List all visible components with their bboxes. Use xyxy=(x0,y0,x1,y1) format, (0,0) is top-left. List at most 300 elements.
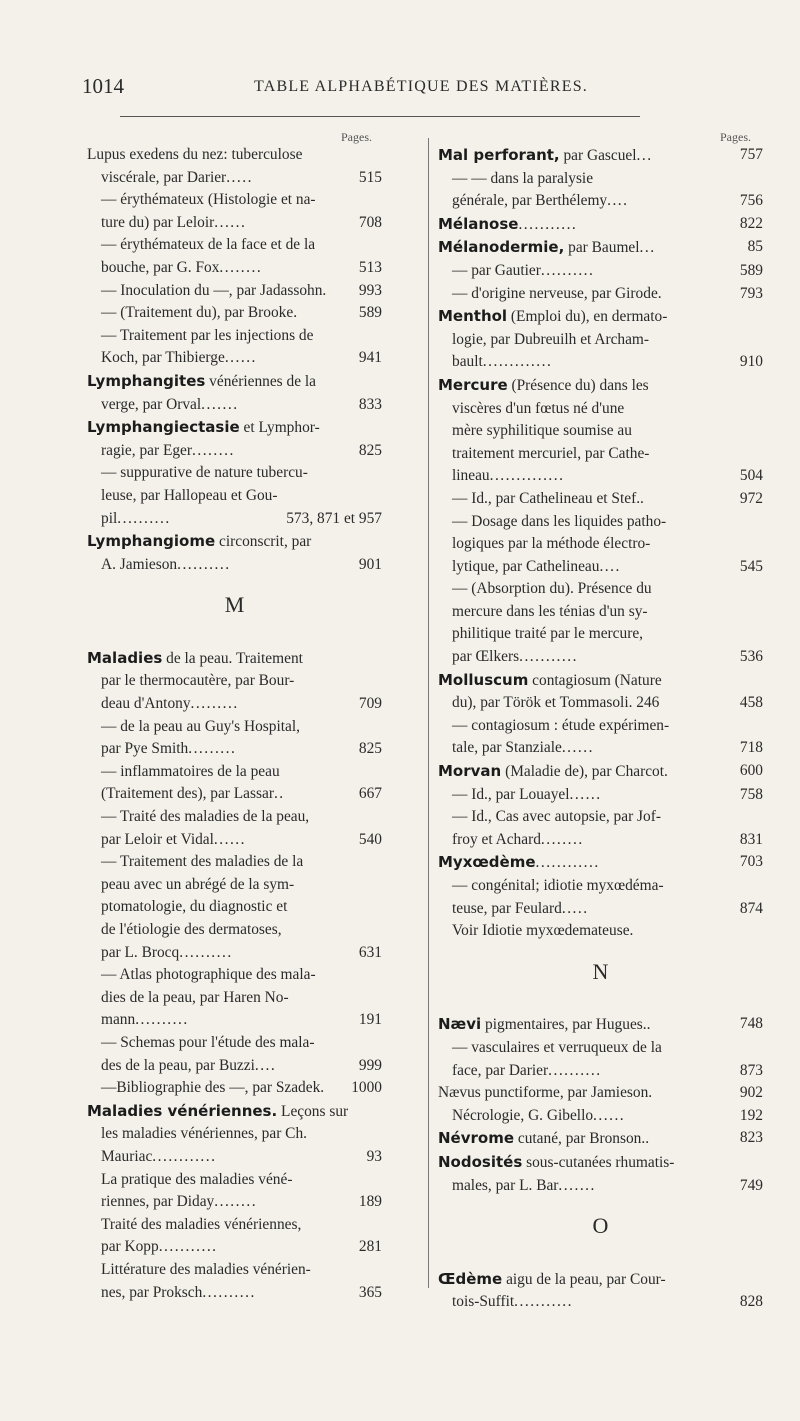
dot-leader: ...... xyxy=(569,785,602,803)
page-reference: 757 xyxy=(739,146,763,163)
entry-text: viscères d'un fœtus né d'une xyxy=(452,399,625,417)
index-entry xyxy=(438,760,763,851)
entry-line xyxy=(438,851,763,875)
entry-heading: Mélanose xyxy=(438,214,519,233)
entry-line xyxy=(438,144,763,168)
entry-line xyxy=(87,370,382,394)
entry-text: — Id., par Louayel xyxy=(452,785,570,803)
entry-line xyxy=(438,1060,763,1083)
page-reference: 536 xyxy=(739,648,763,666)
header-rule xyxy=(120,116,640,117)
entry-text: leuse, par Hallopeau et Gou- xyxy=(101,486,278,504)
entry-heading: Névrome xyxy=(438,1129,515,1148)
page-reference: 999 xyxy=(358,1056,382,1074)
page-reference: 758 xyxy=(739,785,763,803)
entry-text: traitement mercuriel, par Cathe- xyxy=(452,444,650,462)
index-entry xyxy=(438,305,763,374)
entry-text: A. Jamieson xyxy=(101,555,178,573)
entry-heading: Nævi xyxy=(438,1015,482,1034)
entry-heading: Myxœdème xyxy=(438,853,536,872)
entry-line xyxy=(438,760,763,784)
dot-leader: ...... xyxy=(224,349,257,367)
entry-text: générale, par Berthélemy xyxy=(452,192,608,210)
entry-line xyxy=(87,1282,382,1305)
entry-text: nes, par Proksch xyxy=(101,1283,203,1301)
dot-leader: .......... xyxy=(540,261,595,279)
entry-text: aigu de la peau, par Cour- xyxy=(502,1270,666,1288)
entry-line xyxy=(438,1291,763,1314)
dot-leader: ...... xyxy=(213,830,246,848)
section-letter: O xyxy=(592,1213,609,1239)
entry-line xyxy=(438,829,763,852)
entry-line xyxy=(87,1214,382,1237)
entry-line xyxy=(438,1268,763,1292)
entry-text: et Lymphor- xyxy=(239,419,320,437)
entry-heading: Morvan xyxy=(438,762,502,781)
entry-text: (Emploi du), en dermato- xyxy=(507,308,668,326)
entry-text: par Leloir et Vidal xyxy=(101,830,214,848)
entry-line xyxy=(87,851,382,874)
page-reference: 941 xyxy=(358,349,382,367)
page-reference: 589 xyxy=(739,261,763,279)
entry-text: — Id., Cas avec autopsie, par Jof- xyxy=(452,808,661,826)
entry-text: tois-Suffit xyxy=(452,1293,515,1311)
entry-text: ture du) par Leloir xyxy=(101,213,215,231)
entry-line xyxy=(87,508,382,531)
dot-leader: ...... xyxy=(593,1106,626,1124)
entry-line xyxy=(87,530,382,554)
dot-leader: ........ xyxy=(540,830,584,848)
entry-text: Voir Idiotie myxœdemateuse. xyxy=(452,922,634,940)
index-entry xyxy=(87,370,382,416)
entry-line xyxy=(87,1169,382,1192)
page-reference: 192 xyxy=(739,1106,763,1124)
entry-line xyxy=(87,829,382,852)
entry-heading: Nodosités xyxy=(438,1152,523,1171)
dot-leader: .... xyxy=(599,557,621,575)
page-reference: 189 xyxy=(358,1193,382,1211)
entry-line xyxy=(438,920,763,943)
entry-text: mère syphilitique soumise au xyxy=(452,422,632,440)
entry-line xyxy=(87,693,382,716)
entry-text: males, par L. Bar xyxy=(452,1176,559,1194)
dot-leader: ........... xyxy=(518,215,578,233)
dot-leader: .......... xyxy=(179,943,233,961)
entry-text: contagiosum (Nature xyxy=(528,671,662,689)
page-reference: 513 xyxy=(358,258,382,276)
entry-line xyxy=(438,623,763,646)
entry-line xyxy=(87,1191,382,1214)
entry-text: philitique traité par le mercure, xyxy=(452,625,644,643)
entry-text: dies de la peau, par Haren No- xyxy=(101,988,289,1006)
entry-line xyxy=(87,394,382,417)
entry-text: pigmentaires, par Hugues.. xyxy=(481,1016,651,1034)
entry-text: — — dans la paralysie xyxy=(452,169,594,187)
entry-line xyxy=(438,1127,763,1151)
page-reference: 756 xyxy=(739,192,763,210)
index-entry xyxy=(438,851,763,942)
entry-line xyxy=(87,783,382,806)
entry-line xyxy=(87,1055,382,1078)
page-reference: 749 xyxy=(739,1176,763,1194)
entry-text: Nævus punctiforme, par Jamieson. xyxy=(438,1084,653,1102)
entry-text: Mauriac xyxy=(101,1147,153,1165)
entry-line xyxy=(438,236,763,260)
entry-text: (Traitement des), par Lassar xyxy=(101,785,274,803)
index-entry xyxy=(87,530,382,576)
entry-heading: Mal perforant, xyxy=(438,146,560,164)
entry-line xyxy=(87,416,382,440)
entry-text: par Pye Smith xyxy=(101,740,189,758)
entry-text: des de la peau, par Buzzi xyxy=(101,1056,255,1074)
entry-line xyxy=(438,213,763,237)
dot-leader: ........... xyxy=(519,648,578,666)
dot-leader: ........... xyxy=(158,1238,218,1256)
entry-line xyxy=(438,283,763,306)
page-reference: 600 xyxy=(739,762,763,780)
running-title: TABLE ALPHABÉTIQUE DES MATIÈRES. xyxy=(254,78,589,95)
entry-line xyxy=(87,1032,382,1055)
dot-leader: ........ xyxy=(214,1193,258,1211)
entry-text: par Œlkers xyxy=(452,648,520,666)
entry-line xyxy=(438,601,763,624)
entry-line xyxy=(87,896,382,919)
entry-heading: Molluscum xyxy=(438,670,529,689)
entry-text: Leçons sur xyxy=(277,1102,349,1120)
pages-label: Pages. xyxy=(341,130,372,144)
entry-text: mercure dans les ténias d'un sy- xyxy=(452,602,648,620)
entry-line xyxy=(87,670,382,693)
page-reference: 901 xyxy=(358,555,382,573)
dot-leader: .... xyxy=(607,192,629,210)
entry-line xyxy=(87,647,382,671)
dot-leader: ............ xyxy=(152,1147,217,1165)
entry-line xyxy=(438,1105,763,1128)
entry-line xyxy=(87,144,382,167)
entry-line xyxy=(87,189,382,212)
dot-leader: ......... xyxy=(188,740,237,758)
entry-line xyxy=(87,738,382,761)
entry-line xyxy=(438,669,763,693)
dot-leader: .......... xyxy=(135,1011,189,1029)
entry-text: viscérale, par Darier xyxy=(101,168,227,186)
entry-text: — d'origine nerveuse, par Girode. xyxy=(452,284,662,302)
entry-text: — Schemas pour l'étude des mala- xyxy=(101,1033,315,1051)
entry-line xyxy=(87,806,382,829)
entry-text: de la peau. Traitement xyxy=(162,649,303,667)
entry-line xyxy=(438,646,763,669)
entry-text: verge, par Orval xyxy=(101,395,202,413)
dot-leader: .............. xyxy=(489,467,565,485)
entry-line xyxy=(87,554,382,577)
page-reference: 748 xyxy=(739,1015,763,1033)
dot-leader: ....... xyxy=(558,1176,596,1194)
entry-line xyxy=(438,692,763,715)
entry-line xyxy=(87,1259,382,1282)
page-reference: 365 xyxy=(358,1283,382,1301)
dot-leader: .. xyxy=(273,785,285,803)
entry-text: par Baumel xyxy=(564,239,640,257)
entry-line xyxy=(438,443,763,466)
entry-text: lineau xyxy=(452,467,490,485)
entry-text: froy et Achard xyxy=(452,830,541,848)
page-reference: 828 xyxy=(739,1293,763,1311)
page-reference: 281 xyxy=(358,1238,382,1256)
dot-leader: . xyxy=(645,1130,651,1148)
page-number: 1014 xyxy=(82,74,124,98)
page-reference: 823 xyxy=(739,1129,763,1147)
right-column xyxy=(438,130,763,1314)
pages-label: Pages. xyxy=(720,130,751,144)
entry-line xyxy=(438,351,763,374)
entry-text: — suppurative de nature tubercu- xyxy=(101,464,308,482)
page-reference: 825 xyxy=(358,740,382,758)
entry-text: ragie, par Eger xyxy=(101,441,193,459)
entry-text: du), par Török et Tommasoli. 246 xyxy=(452,694,660,712)
page-reference: 540 xyxy=(358,830,382,848)
entry-line xyxy=(438,168,763,191)
page-reference: 910 xyxy=(739,353,763,371)
index-entry xyxy=(438,669,763,760)
page-reference: 825 xyxy=(358,441,382,459)
entry-line xyxy=(87,1123,382,1146)
entry-heading: Maladies vénériennes. xyxy=(87,1101,278,1120)
page-reference: 93 xyxy=(366,1147,382,1165)
entry-line xyxy=(87,1146,382,1169)
page-reference: 822 xyxy=(739,214,763,232)
page-reference: 589 xyxy=(358,304,382,322)
entry-text: — contagiosum : étude expérimen- xyxy=(452,716,670,734)
entry-heading: Mercure xyxy=(438,375,508,394)
dot-leader: ...... xyxy=(561,739,594,757)
entry-text: — inflammatoires de la peau xyxy=(101,762,280,780)
entry-line xyxy=(87,716,382,739)
entry-line xyxy=(87,919,382,942)
dot-leader: ........... xyxy=(514,1293,573,1311)
entry-text: les maladies vénériennes, par Ch. xyxy=(101,1125,307,1143)
entry-text: mann xyxy=(101,1011,136,1029)
page-reference: 708 xyxy=(358,213,382,231)
entry-line xyxy=(438,1175,763,1198)
entry-line xyxy=(87,257,382,280)
entry-text: — Id., par Cathelineau et Stef.. xyxy=(452,489,644,507)
page-reference: 191 xyxy=(358,1011,382,1029)
entry-text: Littérature des maladies vénérien- xyxy=(101,1260,311,1278)
entry-line xyxy=(438,533,763,556)
entry-text: — (Absorption du). Présence du xyxy=(452,580,652,598)
index-entry xyxy=(438,213,763,237)
entry-line xyxy=(87,462,382,485)
index-entry xyxy=(87,1100,382,1304)
entry-text: lytique, par Cathelineau xyxy=(452,557,600,575)
page-reference: 718 xyxy=(739,739,763,757)
page-reference: 874 xyxy=(739,899,763,917)
entry-line xyxy=(87,234,382,257)
dot-leader: ... xyxy=(639,239,656,257)
page-reference: 85 xyxy=(747,238,763,256)
dot-leader: ..... xyxy=(561,899,589,917)
index-entry xyxy=(438,144,763,213)
page-reference: 902 xyxy=(739,1084,763,1102)
entry-text: —Bibliographie des —, par Szadek. xyxy=(101,1079,325,1097)
entry-text: logie, par Dubreuilh et Archam- xyxy=(452,330,650,348)
entry-line xyxy=(438,374,763,398)
page-reference: 709 xyxy=(358,695,382,713)
entry-line xyxy=(438,556,763,579)
page-reference: 545 xyxy=(739,557,763,575)
entry-text: riennes, par Diday xyxy=(101,1193,215,1211)
index-entry xyxy=(87,144,382,370)
entry-line xyxy=(87,874,382,897)
dot-leader: .... xyxy=(254,1056,277,1074)
page-reference: 504 xyxy=(739,467,763,485)
index-entry xyxy=(438,236,763,305)
entry-text: — Inoculation du —, par Jadassohn. xyxy=(101,281,327,299)
entry-text: ptomatologie, du diagnostic et xyxy=(101,898,288,916)
entry-line xyxy=(438,875,763,898)
page-reference: 793 xyxy=(739,284,763,302)
entry-line xyxy=(438,1082,763,1105)
entry-text: — Traitement des maladies de la xyxy=(101,853,304,871)
entry-line xyxy=(87,964,382,987)
page-reference: 831 xyxy=(739,830,763,848)
index-entry xyxy=(87,647,382,1100)
entry-line xyxy=(438,329,763,352)
entry-line xyxy=(438,260,763,283)
entry-text: Traité des maladies vénériennes, xyxy=(101,1215,302,1233)
entry-text: sous-cutanées rhumatis- xyxy=(522,1153,675,1171)
dot-leader: .......... xyxy=(177,555,231,573)
page-reference: 833 xyxy=(358,395,382,413)
entry-text: face, par Darier xyxy=(452,1061,549,1079)
page-reference: 667 xyxy=(358,785,382,803)
dot-leader: ........ xyxy=(192,441,235,459)
dot-leader: ....... xyxy=(201,395,239,413)
entry-heading: Lymphangites xyxy=(87,371,206,390)
entry-line xyxy=(438,1037,763,1060)
index-entry xyxy=(438,1013,763,1082)
entry-line xyxy=(438,784,763,807)
entry-line xyxy=(87,1236,382,1259)
entry-text: tale, par Stanziale xyxy=(452,739,562,757)
page-reference: 873 xyxy=(739,1061,763,1079)
entry-line xyxy=(87,167,382,190)
index-entry xyxy=(438,1082,763,1127)
section-letter: M xyxy=(224,592,245,618)
dot-leader: ...... xyxy=(214,213,247,231)
entry-text: — Traité des maladies de la peau, xyxy=(101,808,310,826)
entry-text: vénériennes de la xyxy=(205,372,317,390)
entry-line xyxy=(438,190,763,213)
index-entry xyxy=(438,1127,763,1151)
index-entry xyxy=(438,1151,763,1197)
page-header xyxy=(82,74,722,104)
section-letter: N xyxy=(592,958,609,984)
entry-line xyxy=(438,420,763,443)
entry-text: — Dosage dans les liquides patho- xyxy=(452,512,667,530)
entry-line xyxy=(438,1013,763,1037)
dot-leader: ..... xyxy=(226,168,253,186)
page-reference: 972 xyxy=(739,489,763,507)
entry-line xyxy=(87,280,382,303)
entry-text: — par Gautier xyxy=(452,261,541,279)
entry-line xyxy=(87,440,382,463)
dot-leader: .......... xyxy=(202,1283,256,1301)
entry-text: de l'étiologie des dermatoses, xyxy=(101,921,282,938)
entry-text: — de la peau au Guy's Hospital, xyxy=(101,717,300,735)
dot-leader: .......... xyxy=(548,1061,602,1079)
page-reference: 573, 871 et 957 xyxy=(286,509,382,527)
dot-leader: ........ xyxy=(219,258,263,276)
index-entry xyxy=(87,416,382,530)
dot-leader: ............ xyxy=(535,854,600,872)
entry-text: — Traitement par les injections de xyxy=(101,326,314,344)
dot-leader: . xyxy=(293,304,299,322)
entry-text: (Maladie de), par Charcot. xyxy=(501,763,668,781)
entry-text: deau d'Antony xyxy=(101,695,191,713)
entry-text: peau avec un abrégé de la sym- xyxy=(101,875,295,893)
entry-line xyxy=(438,511,763,534)
entry-text: — vasculaires et verruqueux de la xyxy=(452,1038,662,1056)
entry-line xyxy=(87,1009,382,1032)
entry-text: La pratique des maladies véné- xyxy=(101,1170,293,1188)
entry-line xyxy=(438,305,763,329)
entry-heading: Lymphangiectasie xyxy=(87,418,240,437)
dot-leader: ......... xyxy=(190,695,239,713)
entry-line xyxy=(87,302,382,325)
entry-text: Nécrologie, G. Gibello xyxy=(452,1106,594,1124)
entry-heading: Œdème xyxy=(438,1269,503,1288)
entry-line xyxy=(438,398,763,421)
entry-text: bouche, par G. Fox xyxy=(101,258,220,276)
entry-line xyxy=(438,578,763,601)
entry-text: cutané, par Bronson. xyxy=(514,1130,646,1148)
page-reference: 458 xyxy=(739,694,763,712)
page-reference: 1000 xyxy=(351,1079,382,1097)
entry-line xyxy=(87,485,382,508)
left-column xyxy=(87,130,382,1304)
entry-line xyxy=(438,488,763,511)
entry-heading: Lymphangiome xyxy=(87,532,216,551)
index-entry xyxy=(438,1268,763,1314)
entry-line xyxy=(87,1077,382,1100)
entry-text: — Atlas photographique des mala- xyxy=(101,966,316,984)
entry-heading: Menthol xyxy=(438,307,508,326)
entry-text: Koch, par Thibierge xyxy=(101,349,225,367)
dot-leader: ... xyxy=(636,147,653,164)
entry-text: (Présence du) dans les xyxy=(507,376,649,394)
entry-heading: Mélanodermie, xyxy=(438,238,565,257)
dot-leader: .......... xyxy=(117,509,171,527)
dot-leader: ............. xyxy=(482,353,553,371)
entry-text: par L. Brocq xyxy=(101,943,180,961)
entry-text: bault xyxy=(452,353,483,371)
entry-heading: Maladies xyxy=(87,648,163,667)
entry-text: — (Traitement du), par Brooke xyxy=(101,304,294,322)
entry-line xyxy=(438,806,763,829)
entry-line xyxy=(438,1151,763,1175)
entry-line xyxy=(87,212,382,235)
entry-text: — érythémateux de la face et de la xyxy=(101,236,316,254)
entry-text: par le thermocautère, par Bour- xyxy=(101,672,295,690)
page-reference: 631 xyxy=(358,943,382,961)
entry-line xyxy=(87,987,382,1010)
entry-text: par Gascuel xyxy=(559,147,637,164)
entry-text: teuse, par Feulard xyxy=(452,899,562,917)
entry-line xyxy=(438,715,763,738)
entry-text: Lupus exedens du nez: tuberculose xyxy=(87,146,303,163)
entry-text: — congénital; idiotie myxœdéma- xyxy=(452,877,664,894)
